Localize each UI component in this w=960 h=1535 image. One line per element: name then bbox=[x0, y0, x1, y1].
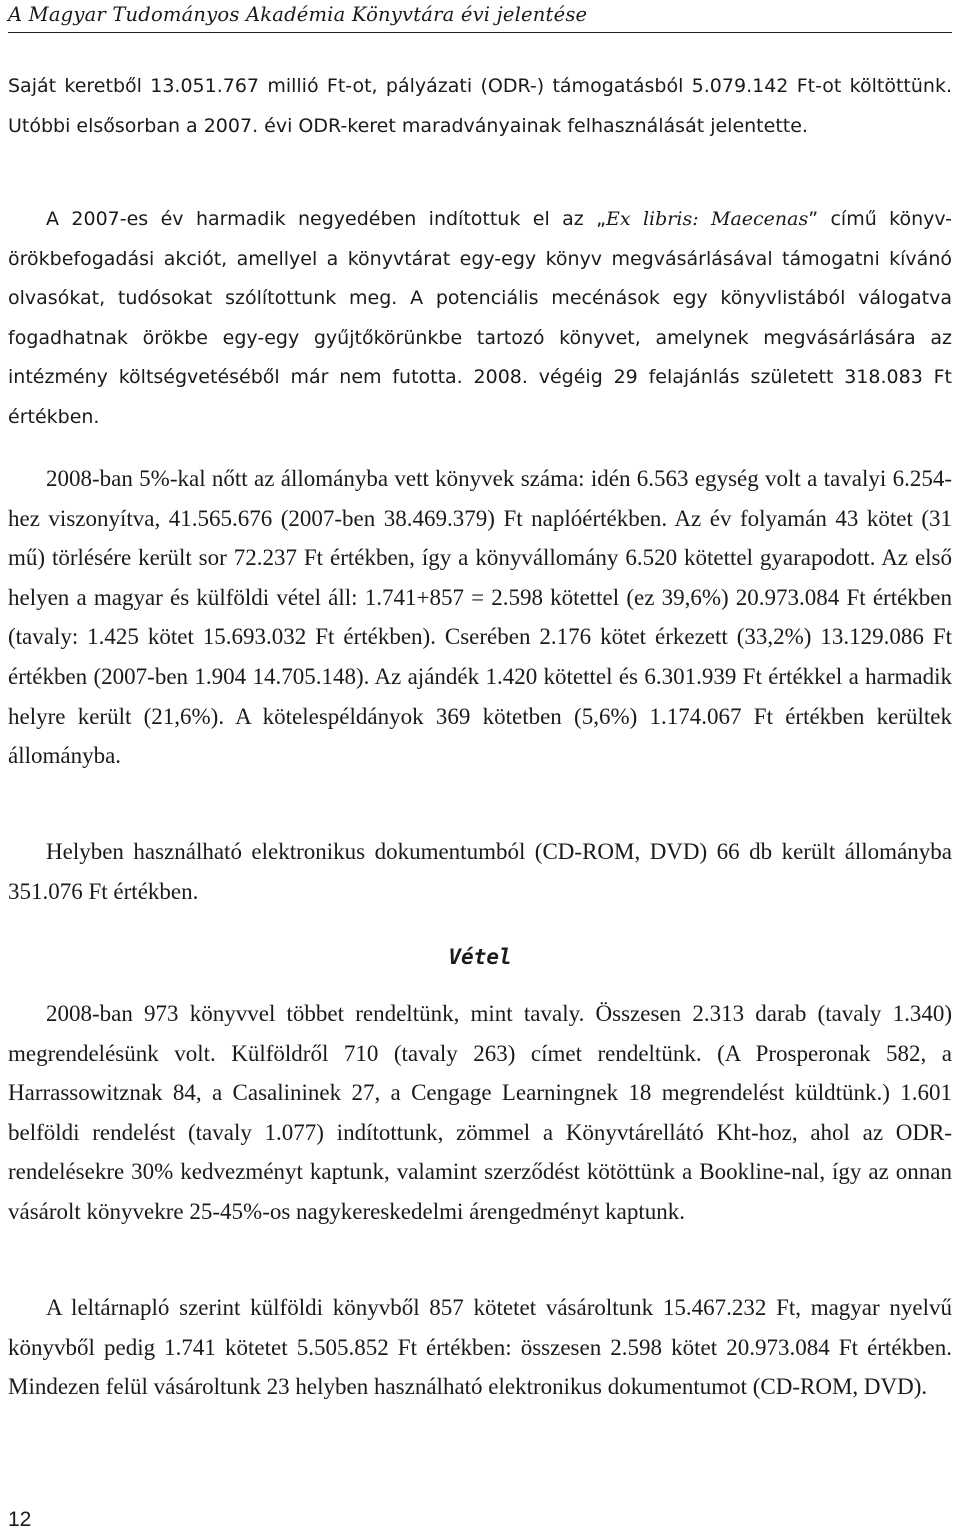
paragraph-ex-libris-lead: A 2007-es év harmadik negyedében indítottuk el az „ bbox=[46, 208, 606, 230]
running-header: A Magyar Tudományos Akadémia Könyvtára évi jelentése bbox=[8, 4, 952, 33]
paragraph-holdings-growth: 2008-ban 5%-kal nőtt az állományba vett könyvek száma: idén 6.563 egység volt a tavalyi 6.254-hez viszonyítva, 41.565.676 (2007-ben 38.469.379) Ft naplóértékben. Az év folyamán 43 kötet (31 mű) törlésére került sor 72.237 Ft értékben, így a könyvállomány 6.520 kötettel gyarapodott. Az első helyen a magyar és külföldi vétel áll: 1.741+857 = 2.598 kötettel (ez 39,6%) 20.973.084 Ft értékben (tavaly: 1.425 kötet 15.693.032 Ft értékben). Cserében 2.176 kötet érkezett (33,2%) 13.129.086 Ft értékben (2007-ben 1.904 14.705.148). Az ajándék 1.420 kötettel és 6.301.939 Ft értékkel a harmadik helyre került (21,6%). A kötelespéldányok 369 kötetben (5,6%) 1.174.067 Ft értékben kerültek állományba. bbox=[8, 466, 952, 769]
section-heading-purchase: Vétel bbox=[448, 945, 512, 969]
page-number: 12 bbox=[8, 1508, 32, 1531]
paragraph-ex-libris bbox=[8, 200, 952, 437]
paragraph-electronic-documents: Helyben használható elektronikus dokumentumból (CD-ROM, DVD) 66 db került állományba 351.076 Ft értékben. bbox=[8, 839, 952, 904]
paragraph-orders: 2008-ban 973 könyvvel többet rendeltünk, mint tavaly. Összesen 2.313 darab (tavaly 1.340) megrendelésünk volt. Külföldről 710 (tavaly 263) címet rendeltünk. (A Prosperonak 582, a Harrassowitznak 84, a Casalininek 27, a Cengage Learningnek 18 megrendelést küldtünk.) 1.601 belföldi rendelést (tavaly 1.077) indítottunk, zömmel a Könyvtárellátó Kht-hoz, ahol az ODR-rendelésekre 30% kedvezményt kaptunk, valamint szerződést kötöttünk a Bookline-nal, így az onnan vásárolt könyvekre 25-45%-os nagykereskedelmi árengedményt kaptunk. bbox=[8, 1001, 952, 1224]
paragraph-funding: Saját keretből 13.051.767 millió Ft-ot, pályázati (ODR-) támogatásból 5.079.142 Ft-ot költöttünk. Utóbbi elsősorban a 2007. évi ODR-keret maradványainak felhasználását jelentette. bbox=[8, 75, 952, 137]
campaign-title: Ex libris: Maecenas bbox=[605, 208, 809, 230]
paragraph-inventory-ledger: A leltárnapló szerint külföldi könyvből 857 kötetet vásároltunk 15.467.232 Ft, magyar nyelvű könyvből pedig 1.741 kötetet 5.505.852 Ft értékben: összesen 2.598 kötet 20.973.084 Ft értékben. Mindezen felül vásároltunk 23 helyben használható elektronikus dokumentumot (CD-ROM, DVD). bbox=[8, 1295, 952, 1400]
paragraph-ex-libris-body: ” című könyv-örökbefogadási akciót, amellyel a könyvtárat egy-egy könyv megvásárlásával támogatni kívánó olvasókat, tudósokat szólítottunk meg. A potenciális mecénások egy könyvlistából válogatva fogadhatnak örökbe egy-egy gyűjtőkörünkbe tartozó könyvet, amelynek megvásárlására az intézmény költségvetéséből már nem futotta. 2008. végéig 29 felajánlás született 318.083 Ft értékben. bbox=[8, 208, 952, 428]
